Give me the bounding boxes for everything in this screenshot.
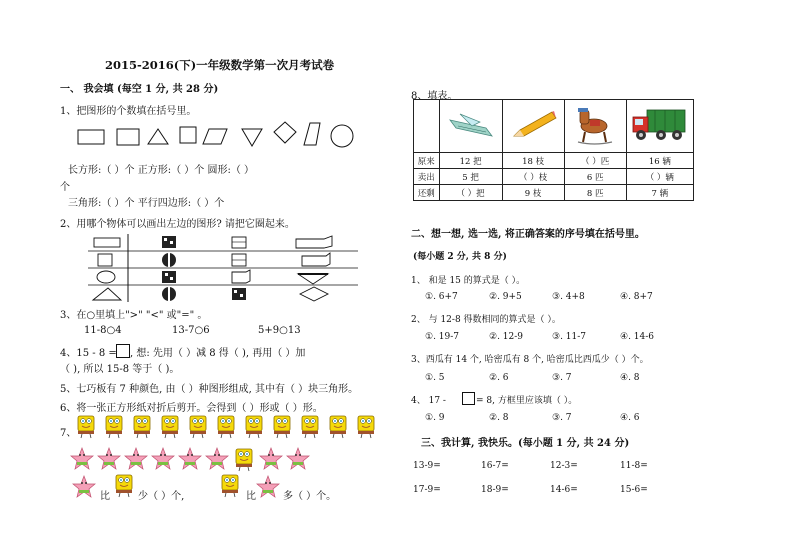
s2-q3-opt-2[interactable]: ②. 6 [489,373,509,383]
s2-q1-opt-2[interactable]: ②. 9+5 [489,292,522,302]
ruler-set-icon [446,110,496,140]
sponge-icon [190,416,206,438]
s2-q2-opt-4[interactable]: ④. 14-6 [620,332,655,342]
q3-item-1: 11-8○4 [84,325,122,336]
s2-q1-opt-3[interactable]: ③. 4+8 [552,292,585,302]
s2-q3-opt-3[interactable]: ③. 7 [552,373,572,383]
q3-item-2: 13-7○6 [172,325,210,336]
q4-part1: 4、15 - 8 = [60,348,117,359]
starfish-icon [73,476,95,497]
row-header: 卖出 [414,169,440,185]
sponge-icon [134,416,150,438]
answer-box[interactable] [462,392,475,405]
starfish-icon [125,448,147,469]
cube-icon [162,236,176,248]
sponge-icon [302,416,318,438]
table-image-cell [564,100,626,153]
parallelogram-shape [304,123,320,145]
s2-q4-opt-2[interactable]: ②. 8 [489,413,509,423]
table-cell: 9 枝 [502,185,564,201]
sponge-icon [358,416,374,438]
calc-item: 17-9= [413,485,441,495]
table-cell[interactable]: （ ）匹 [564,153,626,169]
cuboid-icon [302,253,330,266]
q2-text: 2、用哪个物体可以画出左边的图形? 请把它圈起来。 [60,219,295,230]
page-title: 2015-2016(下)一年级数学第一次月考试卷 [105,58,335,72]
table-row [414,153,694,169]
calc-item: 15-6= [620,485,648,495]
q1-line-a-tail: 个 [60,182,70,193]
table-cell: 5 把 [439,169,502,185]
table-cell: 7 辆 [626,185,693,201]
starfish-icon [152,448,174,469]
calc-item: 16-7= [481,461,509,471]
q8-label: 8、填表。 [411,91,458,102]
row-header: 还剩 [414,185,440,201]
s2-q3-opt-1[interactable]: ①. 5 [425,373,445,383]
sponge-icon [106,416,122,438]
square-tilted-shape [274,122,296,143]
calc-item: 12-3= [550,461,578,471]
cube-icon [162,271,176,283]
pencil-icon [508,108,558,142]
sponge-icon [222,475,238,497]
triangle-shape [93,288,121,300]
answer-box[interactable] [116,344,130,358]
table-image-cell [502,100,564,153]
table-cell: 18 枝 [502,153,564,169]
calc-item: 11-8= [620,461,648,471]
prism-icon [296,236,332,248]
sponge-icon [330,416,346,438]
table-image-cell [439,100,502,153]
fill-table [413,99,694,201]
starfish-icon [257,476,279,497]
q4-part2: , 想: 先用（ ）减 8 得（ ), 再用（ ）加 [130,348,306,359]
table-cell: 12 把 [439,153,502,169]
pyramid-icon [300,287,328,301]
starfish-icon [206,448,228,469]
q3-text: 3、在○里填上">" "<" 或"=" 。 [60,310,208,321]
s2-question-2: 2、 与 12-8 得数相同的算式是（ ）。 [411,315,561,325]
table-corner-cell [414,100,440,153]
circle-shape [331,125,353,147]
s2-question-4b: = 8, 方框里应该填（ ）。 [476,396,578,406]
q2-object-grid [88,234,358,304]
sponge-icon [218,416,234,438]
sponge-icon [162,416,178,438]
s2-q4-opt-4[interactable]: ④. 6 [620,413,640,423]
table-cell[interactable]: （ ）辆 [626,169,693,185]
q7-duo: 多（ ）个。 [283,491,337,502]
section3-heading: 三、我计算, 我快乐。(每小题 1 分, 共 24 分) [421,438,630,449]
sponge-icon [116,475,132,497]
section2-heading: 二、想一想, 选一选, 将正确答案的序号填在括号里。 [411,229,645,240]
q7-label: 7、 [60,428,77,439]
table-cell[interactable]: （ ）枝 [502,169,564,185]
triangle-shape [148,129,168,144]
s2-question-3: 3、西瓜有 14 个, 哈密瓜有 8 个, 哈密瓜比西瓜少（ ）个。 [411,355,649,365]
q7-pictures [72,413,392,498]
cube-icon [232,288,246,300]
sponge-icon [274,416,290,438]
cuboid-icon [232,270,250,283]
sponge-icon [78,416,94,438]
square-shape [98,254,112,266]
table-image-cell [626,100,693,153]
circle-shape [97,271,115,283]
q7-bi-2: 比 [246,491,256,502]
table-cell: 6 匹 [564,169,626,185]
rectangle-shape [94,238,120,247]
q1-text: 1、把图形的个数填在括号里。 [60,106,197,117]
q1-line-b: 三角形:（ ）个 平行四边形:（ ）个 [68,198,225,209]
calc-item: 18-9= [481,485,509,495]
calc-item: 14-6= [550,485,578,495]
section2-sub: (每小题 2 分, 共 8 分) [413,252,507,262]
table-row [414,185,694,201]
s2-question-1: 1、 和是 15 的算式是（ ）。 [411,276,526,286]
q1-line-a: 长方形:（ ）个 正方形:（ ）个 圆形:（ ） [68,165,255,176]
q6-text: 6、将一张正方形纸对折后剪开。会得到（ ）形或（ ）形。 [60,403,323,414]
rectangle-shape [117,129,139,145]
s2-question-4a: 4、 17 - [411,396,446,406]
starfish-icon [71,448,93,469]
q1-shapes-row [70,120,360,154]
table-cell: 8 匹 [564,185,626,201]
s2-q4-opt-3[interactable]: ③. 7 [552,413,572,423]
inverted-triangle-shape [242,129,262,146]
sponge-icon [236,449,252,471]
s2-q1-opt-1[interactable]: ①. 6+7 [425,292,458,302]
section1-heading: 一、 我会填 (每空 1 分, 共 28 分) [60,84,219,95]
s2-q2-opt-1[interactable]: ①. 19-7 [425,332,460,342]
starfish-icon [287,448,309,469]
starfish-icon [98,448,120,469]
toy-truck-icon [631,105,689,145]
q3-item-3: 5+9○13 [258,325,301,336]
cone-icon [298,274,328,284]
s2-q1-opt-4[interactable]: ④. 8+7 [620,292,653,302]
rectangle-shape [78,130,104,144]
table-cell[interactable]: （ ）把 [439,185,502,201]
starfish-icon [179,448,201,469]
starfish-icon [260,448,282,469]
s2-q2-opt-3[interactable]: ③. 11-7 [552,332,587,342]
s2-q4-opt-1[interactable]: ①. 9 [425,413,445,423]
q7-shao: 少（ ）个, [138,491,185,502]
square-shape [180,127,196,143]
q7-bi-1: 比 [100,491,110,502]
q5-text: 5、七巧板有 7 种颜色, 由（ ）种图形组成, 其中有（ ）块三角形。 [60,384,359,395]
table-cell: 16 辆 [626,153,693,169]
sponge-icon [246,416,262,438]
s2-q3-opt-4[interactable]: ④. 8 [620,373,640,383]
table-row [414,169,694,185]
box-icon [232,237,246,248]
row-header: 原来 [414,153,440,169]
q4-line2: （ ), 所以 15-8 等于（ )。 [60,364,180,375]
calc-item: 13-9= [413,461,441,471]
parallelogram-shape [203,129,227,144]
s2-q2-opt-2[interactable]: ②. 12-9 [489,332,524,342]
toy-horse-icon [570,104,620,146]
